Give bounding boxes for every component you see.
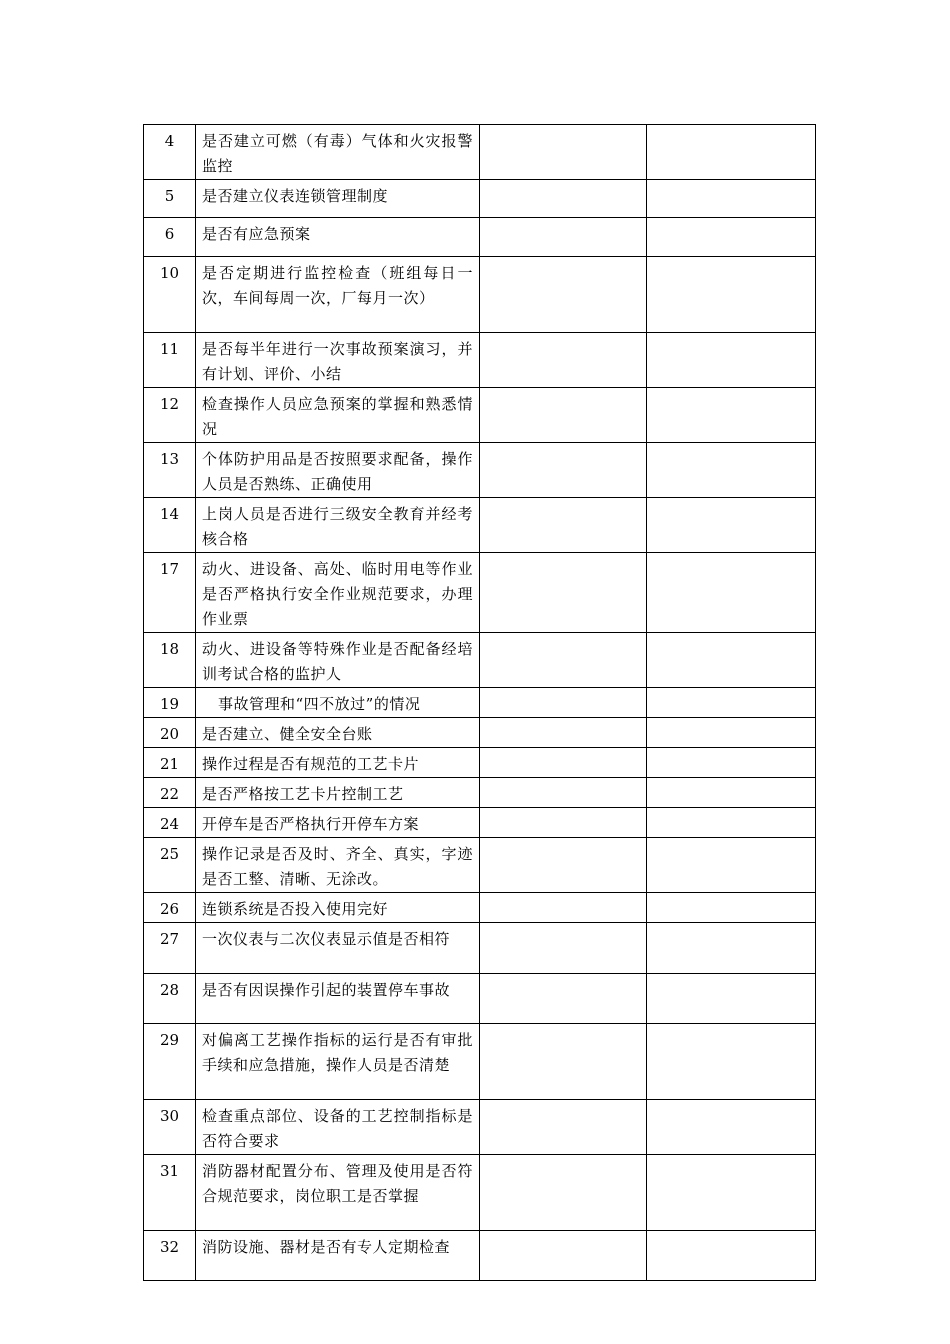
table-row <box>144 218 816 257</box>
safety-checklist-table <box>143 124 816 1281</box>
row-number: 10 <box>144 257 196 333</box>
table-row <box>144 838 816 893</box>
table-row <box>144 748 816 778</box>
row-number: 21 <box>144 748 196 778</box>
table-row <box>144 125 816 180</box>
table-row <box>144 1231 816 1281</box>
table-row <box>144 1155 816 1231</box>
row-number: 27 <box>144 923 196 974</box>
table-row <box>144 257 816 333</box>
row-number: 19 <box>144 688 196 718</box>
table-row <box>144 553 816 633</box>
check-item-text: 上岗人员是否进行三级安全教育并经考核合格 <box>196 498 480 553</box>
row-number: 6 <box>144 218 196 257</box>
check-result-cell[interactable] <box>480 553 647 633</box>
check-item-text: 是否建立可燃（有毒）气体和火灾报警监控 <box>196 125 480 180</box>
check-result-cell[interactable] <box>480 633 647 688</box>
check-item-text: 是否定期进行监控检查（班组每日一次，车间每周一次，厂每月一次） <box>196 257 480 333</box>
row-number: 18 <box>144 633 196 688</box>
check-result-cell[interactable] <box>480 1100 647 1155</box>
check-item-text: 是否严格按工艺卡片控制工艺 <box>196 778 480 808</box>
table-row <box>144 718 816 748</box>
row-number: 26 <box>144 893 196 923</box>
remark-cell[interactable] <box>647 218 816 257</box>
remark-cell[interactable] <box>647 125 816 180</box>
row-number: 20 <box>144 718 196 748</box>
table-row <box>144 633 816 688</box>
check-result-cell[interactable] <box>480 688 647 718</box>
check-item-text: 消防设施、器材是否有专人定期检查 <box>196 1231 480 1281</box>
check-item-text: 个体防护用品是否按照要求配备，操作人员是否熟练、正确使用 <box>196 443 480 498</box>
check-result-cell[interactable] <box>480 218 647 257</box>
remark-cell[interactable] <box>647 838 816 893</box>
table-row <box>144 388 816 443</box>
remark-cell[interactable] <box>647 1231 816 1281</box>
remark-cell[interactable] <box>647 498 816 553</box>
table-row <box>144 443 816 498</box>
remark-cell[interactable] <box>647 388 816 443</box>
remark-cell[interactable] <box>647 893 816 923</box>
check-item-text: 消防器材配置分布、管理及使用是否符合规范要求，岗位职工是否掌握 <box>196 1155 480 1231</box>
check-item-text: 是否有因误操作引起的装置停车事故 <box>196 974 480 1024</box>
remark-cell[interactable] <box>647 778 816 808</box>
check-item-text: 动火、进设备、高处、临时用电等作业是否严格执行安全作业规范要求，办理作业票 <box>196 553 480 633</box>
check-result-cell[interactable] <box>480 893 647 923</box>
check-item-text: 是否建立仪表连锁管理制度 <box>196 180 480 218</box>
remark-cell[interactable] <box>647 923 816 974</box>
check-item-text: 事故管理和“四不放过”的情况 <box>196 688 480 718</box>
table-row <box>144 923 816 974</box>
check-item-text: 操作过程是否有规范的工艺卡片 <box>196 748 480 778</box>
remark-cell[interactable] <box>647 443 816 498</box>
check-result-cell[interactable] <box>480 125 647 180</box>
check-result-cell[interactable] <box>480 180 647 218</box>
remark-cell[interactable] <box>647 808 816 838</box>
remark-cell[interactable] <box>647 553 816 633</box>
row-number: 24 <box>144 808 196 838</box>
table-row <box>144 778 816 808</box>
check-item-text: 是否每半年进行一次事故预案演习，并有计划、评价、小结 <box>196 333 480 388</box>
remark-cell[interactable] <box>647 257 816 333</box>
check-result-cell[interactable] <box>480 718 647 748</box>
row-number: 25 <box>144 838 196 893</box>
remark-cell[interactable] <box>647 688 816 718</box>
row-number: 28 <box>144 974 196 1024</box>
row-number: 12 <box>144 388 196 443</box>
check-item-text: 一次仪表与二次仪表显示值是否相符 <box>196 923 480 974</box>
check-item-text: 是否有应急预案 <box>196 218 480 257</box>
table-row <box>144 808 816 838</box>
check-item-text: 开停车是否严格执行开停车方案 <box>196 808 480 838</box>
check-item-text: 是否建立、健全安全台账 <box>196 718 480 748</box>
remark-cell[interactable] <box>647 974 816 1024</box>
table-row <box>144 1024 816 1100</box>
table-row <box>144 974 816 1024</box>
check-result-cell[interactable] <box>480 333 647 388</box>
remark-cell[interactable] <box>647 748 816 778</box>
remark-cell[interactable] <box>647 718 816 748</box>
table-row <box>144 180 816 218</box>
table-row <box>144 688 816 718</box>
check-item-text: 检查重点部位、设备的工艺控制指标是否符合要求 <box>196 1100 480 1155</box>
table-row <box>144 893 816 923</box>
row-number: 11 <box>144 333 196 388</box>
check-result-cell[interactable] <box>480 1231 647 1281</box>
check-result-cell[interactable] <box>480 778 647 808</box>
check-result-cell[interactable] <box>480 1155 647 1231</box>
row-number: 30 <box>144 1100 196 1155</box>
check-item-text: 检查操作人员应急预案的掌握和熟悉情况 <box>196 388 480 443</box>
row-number: 14 <box>144 498 196 553</box>
remark-cell[interactable] <box>647 633 816 688</box>
remark-cell[interactable] <box>647 1100 816 1155</box>
row-number: 17 <box>144 553 196 633</box>
check-result-cell[interactable] <box>480 443 647 498</box>
check-item-text: 动火、进设备等特殊作业是否配备经培训考试合格的监护人 <box>196 633 480 688</box>
check-result-cell[interactable] <box>480 498 647 553</box>
row-number: 31 <box>144 1155 196 1231</box>
check-item-text: 操作记录是否及时、齐全、真实，字迹是否工整、清晰、无涂改。 <box>196 838 480 893</box>
table-row <box>144 333 816 388</box>
checklist-body <box>144 125 816 1281</box>
table-row <box>144 1100 816 1155</box>
row-number: 29 <box>144 1024 196 1100</box>
check-result-cell[interactable] <box>480 257 647 333</box>
row-number: 5 <box>144 180 196 218</box>
check-result-cell[interactable] <box>480 1024 647 1100</box>
remark-cell[interactable] <box>647 1155 816 1231</box>
check-result-cell[interactable] <box>480 808 647 838</box>
remark-cell[interactable] <box>647 1024 816 1100</box>
check-result-cell[interactable] <box>480 974 647 1024</box>
row-number: 32 <box>144 1231 196 1281</box>
check-result-cell[interactable] <box>480 748 647 778</box>
check-result-cell[interactable] <box>480 388 647 443</box>
check-item-text: 对偏离工艺操作指标的运行是否有审批手续和应急措施，操作人员是否清楚 <box>196 1024 480 1100</box>
row-number: 4 <box>144 125 196 180</box>
check-item-text: 连锁系统是否投入使用完好 <box>196 893 480 923</box>
check-result-cell[interactable] <box>480 838 647 893</box>
row-number: 13 <box>144 443 196 498</box>
row-number: 22 <box>144 778 196 808</box>
table-row <box>144 498 816 553</box>
check-result-cell[interactable] <box>480 923 647 974</box>
remark-cell[interactable] <box>647 333 816 388</box>
remark-cell[interactable] <box>647 180 816 218</box>
